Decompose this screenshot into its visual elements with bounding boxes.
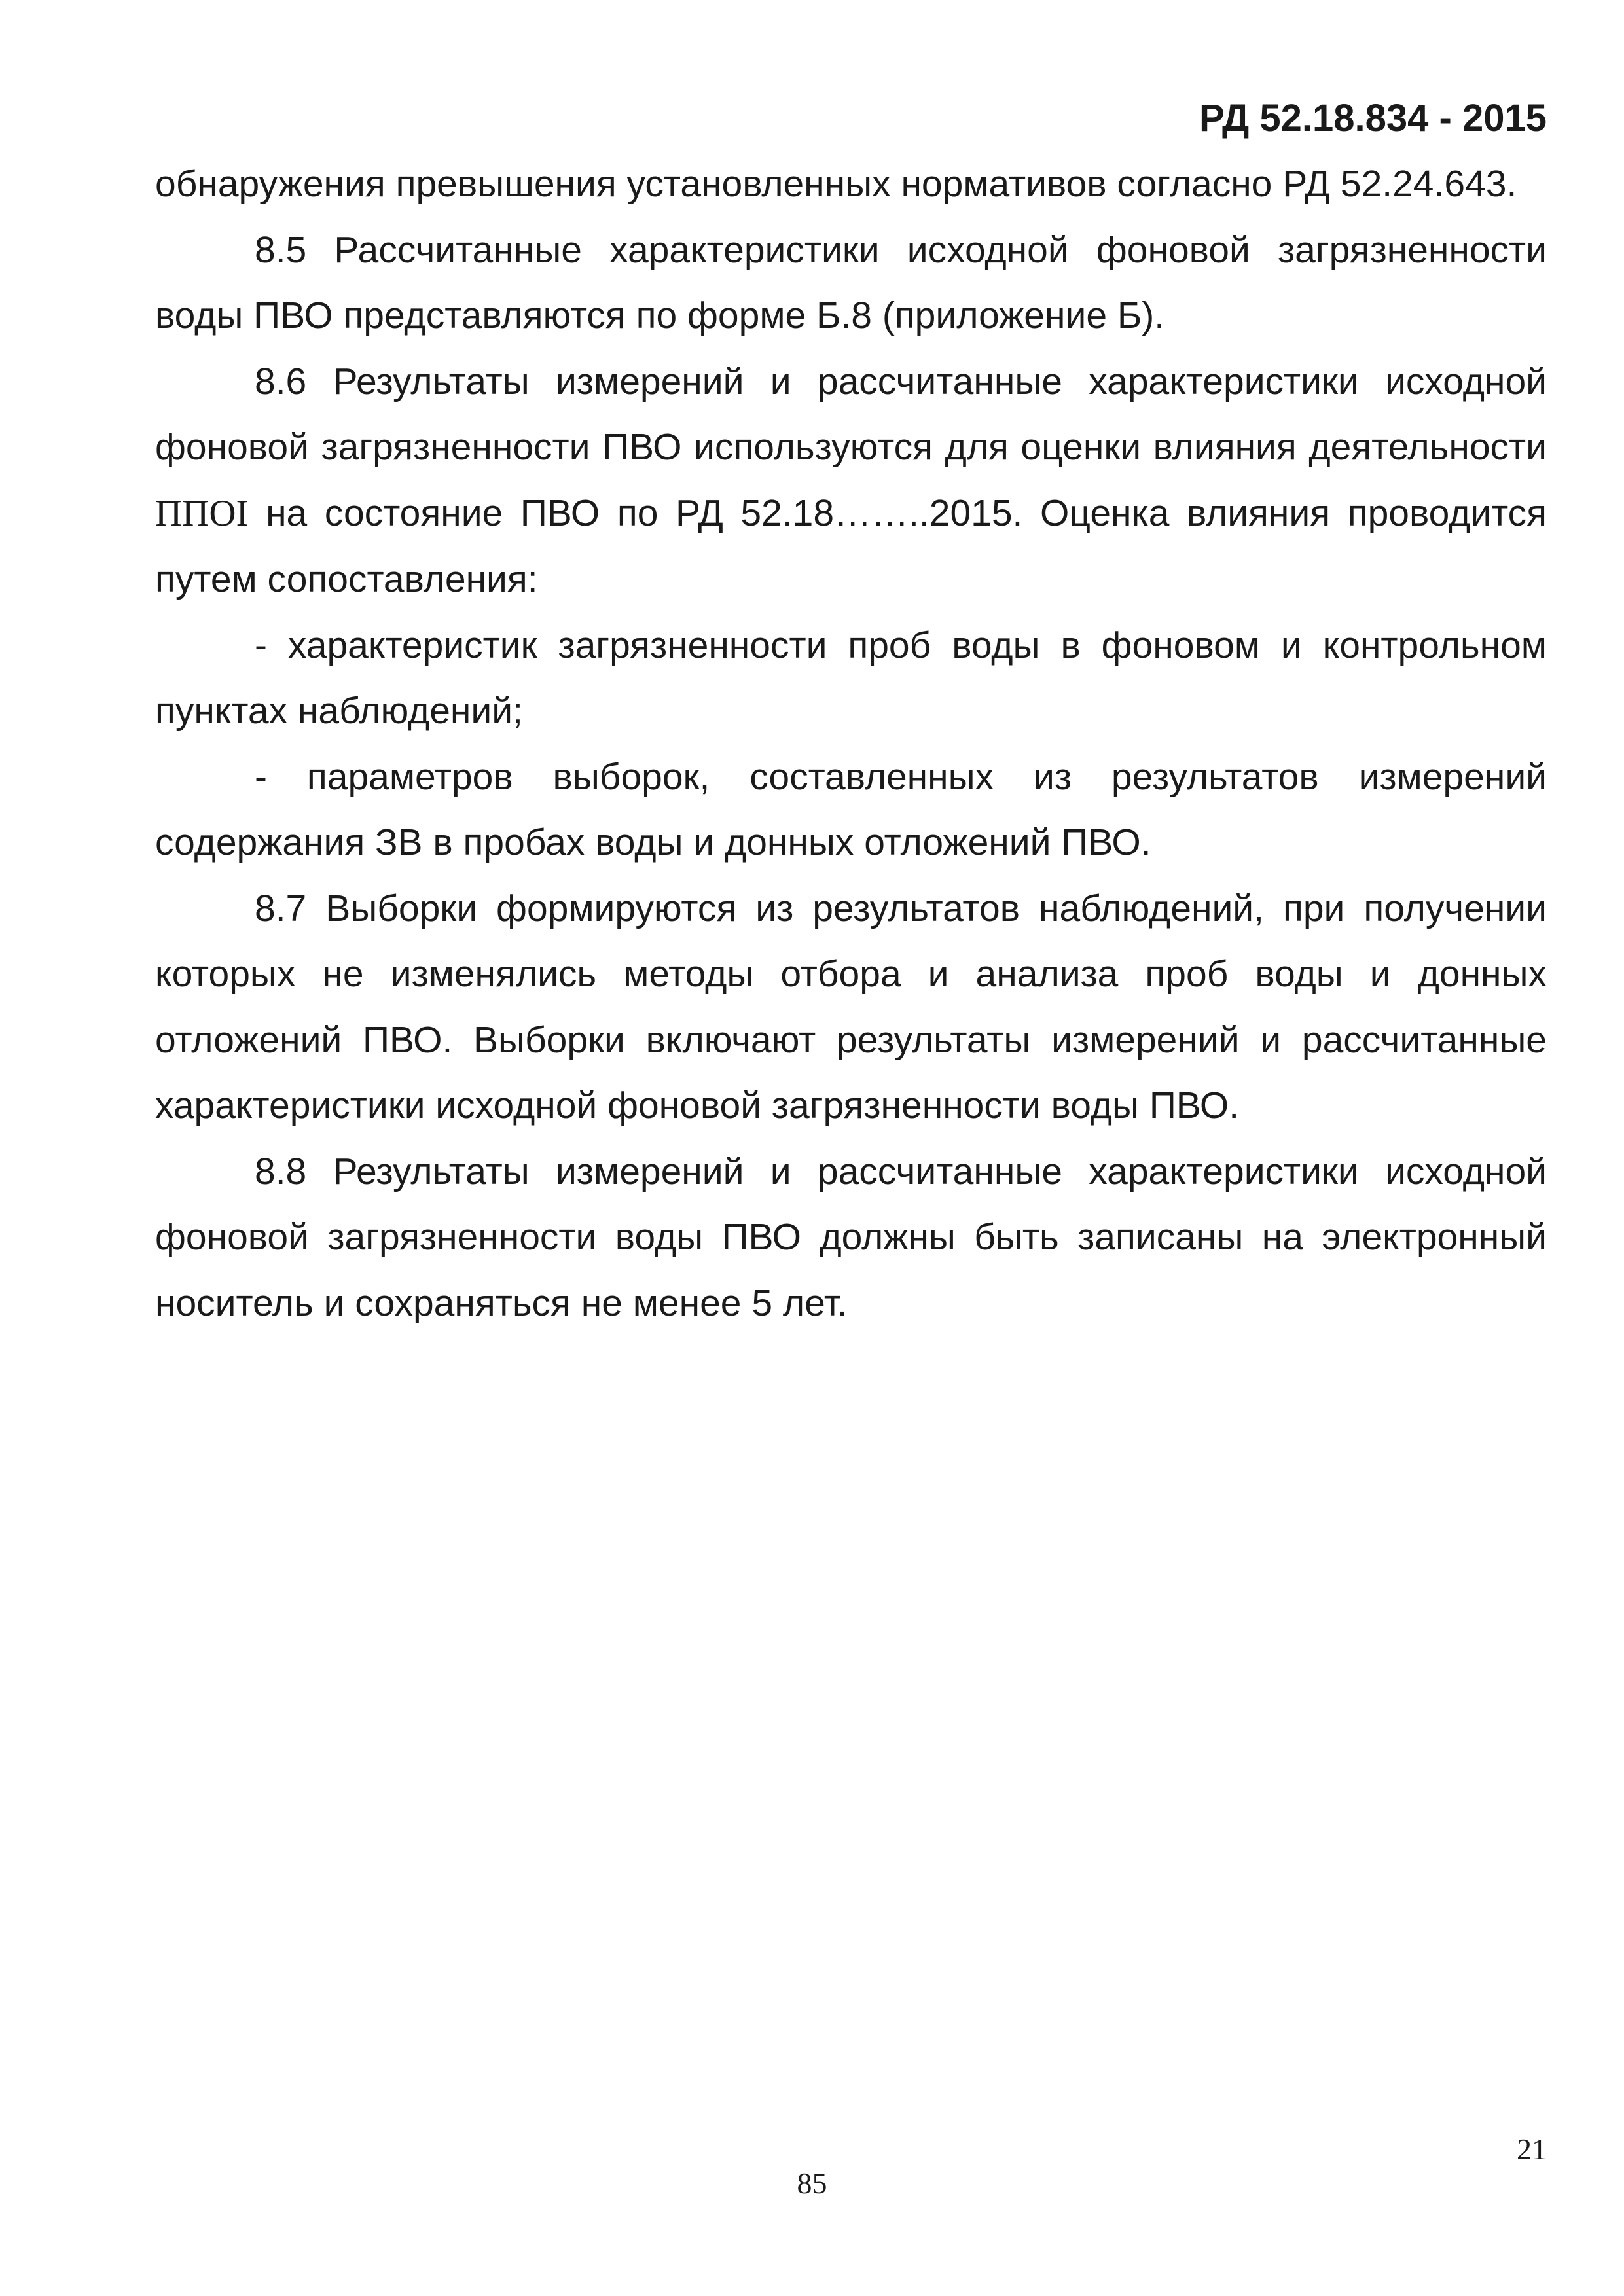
paragraph-8-7: 8.7 Выборки формируются из результатов наблюдений, при получении которых не изменялись методы отбора и анализа проб воды и донных отложений ПВО. Выборки включают результаты измерений и рассчитанные характеристики исходной фоновой загрязненности воды ПВО. [155,887,1547,1126]
paragraph-8-8: 8.8 Результаты измерений и рассчитанные характеристики исходной фоновой загрязненности воды ПВО должны быть записаны на электронный носитель и сохраняться не менее 5 лет. [155,1150,1547,1324]
paragraph-8-5: 8.5 Рассчитанные характеристики исходной фоновой загрязненности воды ПВО представляются по форме Б.8 (приложение Б). [155,228,1547,336]
page-number-global: 85 [797,2166,827,2200]
paragraph-8-6 [155,349,1547,613]
paragraph-continuation: обнаружения превышения установленных нормативов согласно РД 52.24.643. [155,163,1517,205]
document-code-header: РД 52.18.834 - 2015 [1199,97,1547,139]
list-item-parameters: - параметров выборок, составленных из результатов измерений содержания ЗВ в пробах воды и донных отложений ПВО. [155,755,1547,863]
page-number-local: 21 [1517,2132,1547,2166]
paragraph-8-6-text-after: на состояние ПВО по РД 52.18……..2015. Оценка влияния проводится путем сопоставления: [155,492,1547,600]
list-item-characteristics: - характеристик загрязненности проб воды в фоновом и контрольном пунктах наблюдений; [155,624,1547,732]
document-body [155,151,1547,1336]
paragraph-8-6-text-before: 8.6 Результаты измерений и рассчитанные характеристики исходной фоновой загрязненности ПВО используются для оценки влияния деятельности [155,360,1547,468]
ppoi-term: ППОI [155,492,249,534]
